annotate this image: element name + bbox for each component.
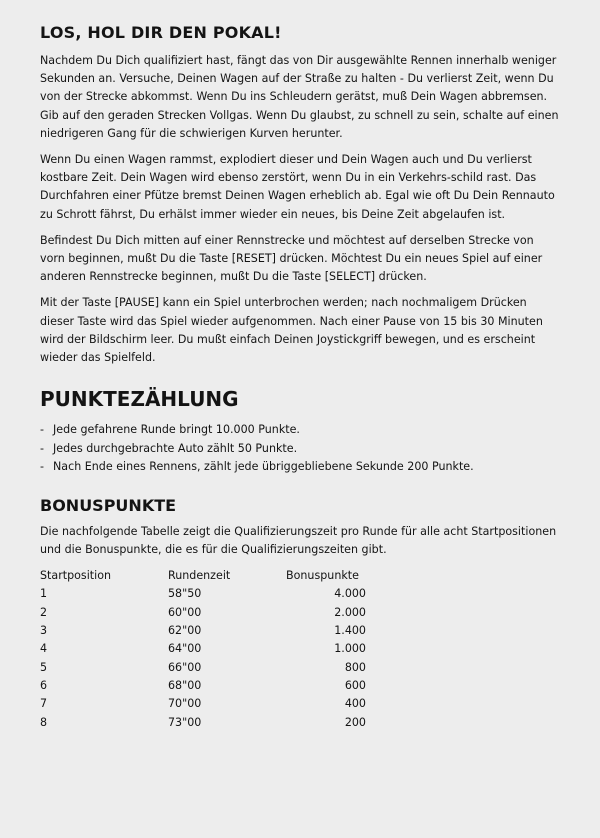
list-item: - Jedes durchgebrachte Auto zählt 50 Punkte. <box>40 440 560 459</box>
cell-bonus: 600 <box>344 678 366 692</box>
cell-bonus: 4.000 <box>334 587 366 601</box>
paragraph-race-start: Nachdem Du Dich qualifiziert hast, fängt das von Dir ausgewählte Rennen innerhalb weniger Sekunden an. Versuche, Deinen Wagen auf der Straße zu halten - Du verlierst Zeit, wenn Du von der Strecke abkommst. Wenn Du ins Schleudern gerätst, muß Dein Wagen abbremsen. Gib auf den geraden Strecken Vollgas. Wenn Du glaubst, zu schnell zu sein, schalte auf einen niedrigeren Gang für die schwierigen Kurven herunter. <box>40 54 559 140</box>
page-title: LOS, HOL DIR DEN POKAL! <box>40 23 282 42</box>
bonus-heading: BONUSPUNKTE <box>40 495 177 515</box>
cell-bonus: 1.000 <box>334 642 366 656</box>
cell-lap-time: 70"00 <box>168 697 202 711</box>
scoring-heading: PUNKTEZÄHLUNG <box>40 387 239 412</box>
cell-position: 5 <box>40 660 48 674</box>
cell-position: 4 <box>40 642 48 656</box>
paragraph-crash-rules: Wenn Du einen Wagen rammst, explodiert dieser und Dein Wagen auch und Du verlierst kostbare Zeit. Dein Wagen wird ebenso zerstört, wenn Du in ein Verkehrs-schild rast. Das Durchfahren einer Pfütze bremst Deinen Wagen erheblich ab. Egal wie oft Du Dein Rennauto zu Schrott fährst, Du erhälst immer wieder ein neues, bis Deine Zeit abgelaufen ist. <box>40 153 555 221</box>
table-row <box>40 640 366 658</box>
scoring-list <box>40 421 560 477</box>
cell-lap-time: 58"50 <box>168 587 202 601</box>
cell-position: 8 <box>40 715 48 729</box>
paragraph-reset-select: Befindest Du Dich mitten auf einer Rennstrecke und möchtest auf derselben Strecke von vorn beginnen, mußt Du die Taste [RESET] drücken. Möchtest Du ein neues Spiel auf einer anderen Rennstrecke beginnen, mußt Du die Taste [SELECT] drücken. <box>40 233 543 284</box>
manual-page <box>40 22 560 732</box>
table-row <box>40 604 366 622</box>
table-row <box>40 585 366 603</box>
cell-lap-time: 64"00 <box>168 642 202 656</box>
cell-lap-time: 68"00 <box>168 678 202 692</box>
cell-lap-time: 60"00 <box>168 605 202 619</box>
list-item: - Nach Ende eines Rennens, zählt jede übriggebliebene Sekunde 200 Punkte. <box>40 458 560 477</box>
cell-position: 3 <box>40 624 48 638</box>
cell-bonus: 200 <box>344 715 366 729</box>
cell-bonus: 1.400 <box>334 624 366 638</box>
cell-lap-time: 62"00 <box>168 624 202 638</box>
table-row <box>40 677 366 695</box>
cell-bonus: 800 <box>344 660 366 674</box>
cell-lap-time: 73"00 <box>168 715 202 729</box>
cell-position: 1 <box>40 587 48 601</box>
table-row <box>40 622 366 640</box>
cell-position: 2 <box>40 605 48 619</box>
column-header-startposition: Startposition <box>40 569 112 583</box>
table-row <box>40 695 366 713</box>
cell-position: 7 <box>40 697 48 711</box>
paragraph-pause: Mit der Taste [PAUSE] kann ein Spiel unterbrochen werden; nach nochmaligem Drücken dieser Taste wird das Spiel wieder aufgenommen. Nach einer Pause von 15 bis 30 Minuten wird der Bildschirm leer. Du mußt einfach Deinen Joystickgriff bewegen, und es erscheint wieder das Spielfeld. <box>40 296 543 365</box>
cell-lap-time: 66"00 <box>168 660 202 674</box>
list-item: - Jede gefahrene Runde bringt 10.000 Punkte. <box>40 421 560 440</box>
cell-bonus: 2.000 <box>334 605 366 619</box>
cell-bonus: 400 <box>344 697 366 711</box>
table-header-row <box>40 567 366 585</box>
column-header-rundenzeit: Rundenzeit <box>168 569 231 583</box>
cell-position: 6 <box>40 678 48 692</box>
column-header-bonuspunkte: Bonuspunkte <box>286 569 359 583</box>
table-row <box>40 714 366 732</box>
bonus-table <box>40 567 366 732</box>
table-row <box>40 659 366 677</box>
bonus-intro: Die nachfolgende Tabelle zeigt die Qualifizierungszeit pro Runde für alle acht Startpositionen und die Bonuspunkte, die es für die Qualifizierungszeiten gibt. <box>40 524 557 556</box>
